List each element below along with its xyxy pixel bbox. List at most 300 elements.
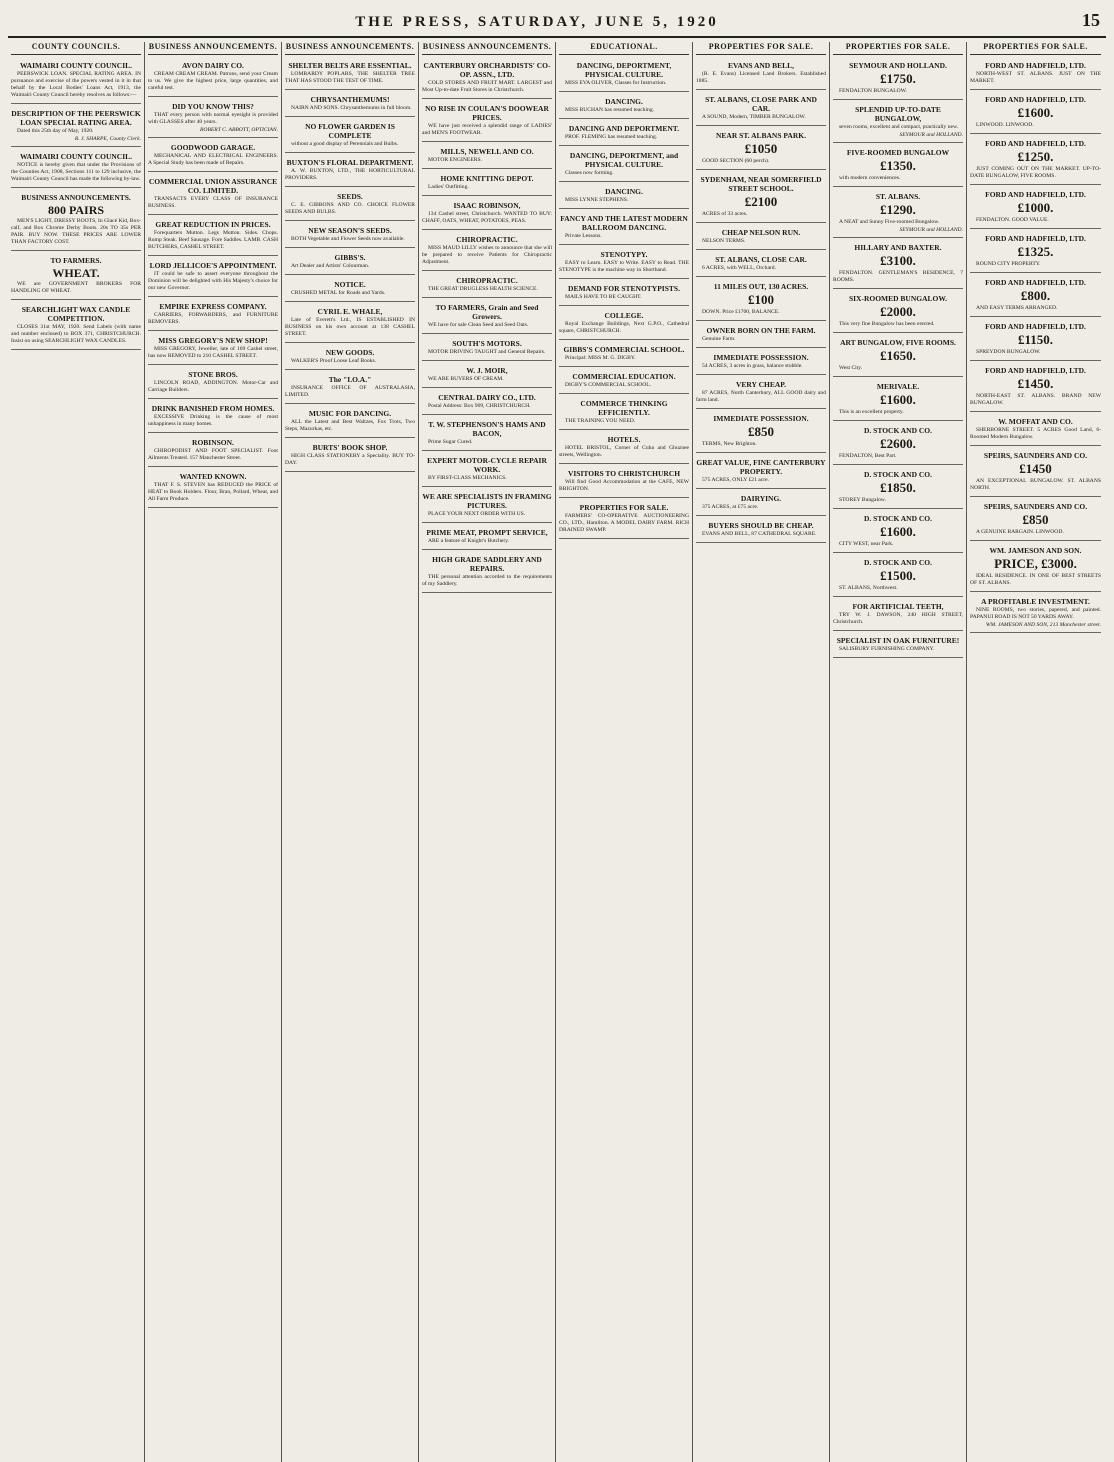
ad-body: (R. E. Evans) Licensed Land Brokers. Established 1885. [696, 71, 826, 84]
advertisement [148, 469, 278, 508]
ad-body: Ladies' Outfitting. [428, 184, 469, 190]
ad-body: DOWN. Price £1700, BALANCE. [702, 309, 780, 315]
advertisement [833, 335, 963, 377]
ad-headline: WM. JAMESON AND SON. [989, 546, 1082, 555]
ad-body: FENDALTON. GENTLEMAN'S RESIDENCE, 7 ROOMS. [833, 270, 963, 283]
ad-display-line: WHEAT. [52, 266, 100, 280]
ad-body: AN EXCEPTIONAL BUNGALOW. ST. ALBANS NORTH. [970, 478, 1101, 491]
column-3 [282, 42, 419, 1462]
ad-body: DIGBY'S COMMERCIAL SCHOOL. [565, 382, 652, 388]
advertisement [422, 171, 552, 196]
ad-headline: SPECIALIST IN OAK FURNITURE! [836, 636, 960, 645]
ad-price: £800. [1020, 288, 1051, 303]
ad-headline: SPEIRS, SAUNDERS AND CO. [983, 502, 1088, 511]
ad-body: A NEAT and Sunny Five-roomed Bungalow. [839, 219, 940, 225]
ad-body: West City. [839, 365, 863, 371]
advertisement [285, 223, 415, 248]
ad-headline: DESCRIPTION OF THE PEERSWICK LOAN SPECIAL RATING AREA. [11, 109, 141, 127]
advertisement [833, 240, 963, 289]
ad-body: FENDALTON BUNGALOW. [839, 88, 907, 94]
ad-headline: IMMEDIATE POSSESSION. [713, 353, 809, 362]
advertisement [833, 102, 963, 143]
advertisement [559, 211, 689, 245]
column-heading: BUSINESS ANNOUNCEMENTS. [422, 42, 552, 55]
ad-headline: FORD AND HADFIELD, LTD. [985, 95, 1086, 104]
ad-body: EXCESSIVE Drinking is the cause of most unhappiness in many homes. [148, 414, 278, 427]
column-1 [8, 42, 145, 1462]
ad-body: C. E. GIBBONS AND CO. CHOICE FLOWER SEEDS AND BULBS. [285, 202, 415, 215]
ad-body: 134 Cashel street, Christchurch. WANTED TO BUY: CHAFF, OATS, WHEAT, POTATOES, PEAS. [422, 211, 552, 224]
paper-title: THE PRESS, SATURDAY, JUNE 5, 1920 [355, 14, 719, 30]
ad-body: FARMERS' CO-OPERATIVE AUCTIONEERING CO., LTD., Hamilton. A MODEL DAIRY FARM. RICH DRAINED SWAMP. [559, 513, 689, 533]
ad-price: £1250. [1017, 149, 1054, 164]
advertisement [422, 300, 552, 334]
ad-body: NOTICE is hereby given that under the Provisions of the Counties Act, 1908, Sections 111 to 129 inclusive, the Waimairi County Council has made the following by-law. [11, 162, 141, 182]
ad-body: Genuine Farm. [702, 336, 736, 342]
advertisement [422, 144, 552, 169]
ad-headline: GREAT REDUCTION IN PRICES. [155, 220, 271, 229]
ad-headline: SEYMOUR AND HOLLAND. [849, 61, 947, 70]
ad-body: TRY W. J. DAWSON, 240 HIGH STREET, Christchurch. [833, 612, 963, 625]
advertisement [11, 58, 141, 104]
advertisement [422, 552, 552, 593]
advertisement [11, 253, 141, 300]
ad-price: PRICE, £3000. [994, 556, 1077, 571]
advertisement [833, 291, 963, 333]
ad-headline: NEW SEASON'S SEEDS. [308, 226, 392, 235]
ad-headline: ISAAC ROBINSON, [453, 201, 521, 210]
ad-body: THAT F. S. STEVEN has REDUCED the PRICE of HEAT to Book Holders. Flour, Bran, Pollard, Wheat, and All Farm Produce. [148, 482, 278, 502]
advertisement [285, 304, 415, 343]
ad-body: IDEAL RESIDENCE. IN ONE OF BEST STREETS OF ST. ALBANS. [970, 573, 1101, 586]
advertisement [696, 172, 826, 223]
ad-body: 6 ACRES, with WELL, Orchard. [702, 265, 777, 271]
ad-price: £1500. [880, 568, 916, 583]
ad-headline: DANCING, DEPORTMENT, PHYSICAL CULTURE. [576, 61, 672, 79]
ad-body: Postal Address: Box 909, CHRISTCHURCH. [428, 403, 531, 409]
ad-headline: BUYERS SHOULD BE CHEAP. [708, 521, 814, 530]
ad-headline: SYDENHAM, NEAR SOMERFIELD STREET SCHOOL. [700, 175, 822, 193]
advertisement [833, 58, 963, 100]
advertisement [970, 92, 1101, 134]
ad-body: MISS GREGORY, Jeweller, late of 169 Cashel street, has now REMOVED to 210 CASHEL STREET. [148, 346, 278, 359]
advertisement [285, 58, 415, 90]
ad-headline: BUSINESS ANNOUNCEMENTS. [21, 193, 131, 202]
ad-headline: EMPIRE EXPRESS COMPANY. [159, 302, 267, 311]
masthead [8, 10, 1106, 38]
ad-body: Royal Exchange Buildings, Next G.P.O., Cathedral square, CHRISTCHURCH. [559, 321, 689, 334]
ad-headline: FIVE-ROOMED BUNGALOW [846, 148, 950, 157]
ad-body: STOREY Bungalow. [839, 497, 886, 503]
ad-price: £1750. [880, 71, 916, 86]
ad-body: WE ARE BUYERS OF CREAM. [428, 376, 504, 382]
ad-body: FENDALTON, Best Part. [839, 453, 897, 459]
ad-headline: SOUTH'S MOTORS. [452, 339, 522, 348]
advertisement [422, 453, 552, 487]
advertisement [970, 543, 1101, 592]
ad-headline: NO FLOWER GARDEN IS COMPLETE [305, 122, 395, 140]
ad-headline: T. W. STEPHENSON'S HAMS AND BACON, [428, 420, 546, 438]
advertisement [696, 252, 826, 277]
ad-price: £1600. [880, 392, 916, 407]
ad-body: CREAM CREAM CREAM. Patrons, send your Cream to us. We give the highest price, large quantities, and careful test. [148, 71, 278, 91]
ad-price: £850 [748, 424, 774, 439]
ad-headline: VISITORS TO CHRISTCHURCH [567, 469, 681, 478]
ad-headline: AVON DAIRY CO. [182, 61, 244, 70]
ad-signature: SEYMOUR and HOLLAND. [899, 227, 963, 233]
ad-body: COLD STORES AND FRUIT MART. LARGEST and Most Up-to-date Fruit Stores in Christchurch. [422, 80, 552, 93]
advertisement [11, 190, 141, 251]
ad-price: £1150. [1017, 332, 1054, 347]
advertisement [285, 92, 415, 117]
ad-headline: DEMAND FOR STENOTYPISTS. [568, 284, 680, 293]
ad-body: Late of Everett's Ltd., IS ESTABLISHED IN BUSINESS on his own account at 138 CASHEL STREET. [285, 317, 415, 337]
advertisement [11, 106, 141, 147]
advertisement [970, 594, 1101, 633]
ad-body: Art Dealer and Artists' Colourman. [291, 263, 370, 269]
advertisement [833, 189, 963, 238]
ad-headline: MILLS, NEWELL AND CO. [440, 147, 534, 156]
ad-headline: COMMERCIAL UNION ASSURANCE CO. LIMITED. [148, 177, 278, 195]
advertisement [422, 489, 552, 523]
ad-price: £850 [1022, 512, 1049, 527]
ad-headline: CHIROPRACTIC. [456, 276, 518, 285]
advertisement [422, 101, 552, 142]
advertisement [559, 247, 689, 279]
ad-headline: 11 MILES OUT, 130 ACRES. [713, 282, 809, 291]
ad-headline: LORD JELLICOE'S APPOINTMENT. [149, 261, 277, 270]
ad-body: This is an excellent property. [839, 409, 904, 415]
ad-price: £3100. [880, 253, 916, 268]
advertisement [285, 250, 415, 275]
ad-headline: BURTS' BOOK SHOP. [312, 443, 388, 452]
advertisement [970, 231, 1101, 273]
ad-headline: D. STOCK AND CO. [864, 426, 932, 435]
ad-headline: CHEAP NELSON RUN. [721, 228, 801, 237]
column-7 [830, 42, 967, 1462]
ad-price: £1650. [880, 348, 916, 363]
ad-headline: WAIMAIRI COUNTY COUNCIL. [19, 61, 133, 70]
ad-headline: DANCING, DEPORTMENT, and PHYSICAL CULTURE. [569, 151, 679, 169]
ad-body: Will find Good Accommodation at the CAFE, NEW BRIGHTON. [559, 479, 689, 492]
column-heading: EDUCATIONAL. [559, 42, 689, 55]
ad-price: £100 [748, 292, 774, 307]
ad-headline: NEAR ST. ALBANS PARK. [716, 131, 806, 140]
advertisement [696, 455, 826, 489]
ad-body: ROUND CITY PROPERTY. [976, 261, 1041, 267]
ad-headline: HIGH GRADE SADDLERY AND REPAIRS. [432, 555, 542, 573]
ad-body: CARRIERS, FORWARDERS, and FURNITURE REMOVERS. [148, 312, 278, 325]
advertisement [559, 184, 689, 209]
ad-signature: ROBERT C. ABBOTT, OPTICIAN. [199, 127, 278, 133]
ad-headline: GREAT VALUE, FINE CANTERBURY PROPERTY. [696, 458, 826, 476]
advertisement [148, 174, 278, 215]
ad-price: £1450. [1017, 376, 1054, 391]
ad-price: £1000. [1017, 200, 1054, 215]
ad-body: NINE ROOMS, two stories, papered, and painted. PAPANUI ROAD IS NOT 50 YARDS AWAY. [970, 607, 1101, 620]
ad-headline: HOME KNITTING DEPOT. [440, 174, 534, 183]
advertisement [148, 401, 278, 433]
advertisement [696, 518, 826, 543]
columns [8, 42, 1106, 1462]
advertisement [285, 189, 415, 221]
advertisement [559, 342, 689, 367]
ad-price: £2600. [880, 436, 916, 451]
ad-body: SPREYDON BUNGALOW. [976, 349, 1041, 355]
ad-headline: SIX-ROOMED BUNGALOW. [848, 294, 948, 303]
ad-headline: SPEIRS, SAUNDERS AND CO. [983, 451, 1088, 460]
ad-headline: STONE BROS. [188, 370, 238, 379]
ad-body: WE have for sale Clean Seed and Seed Oats. [428, 322, 529, 328]
column-heading: PROPERTIES FOR SALE. [833, 42, 963, 55]
column-8 [967, 42, 1104, 1462]
ad-headline: DANCING. [605, 97, 643, 106]
ad-headline: TO FARMERS, Grain and Seed Growers. [435, 303, 539, 321]
ad-body: PROF. FLEMING has resumed teaching. [565, 134, 658, 140]
advertisement [833, 467, 963, 509]
advertisement [422, 363, 552, 388]
advertisement [833, 555, 963, 597]
advertisement [970, 187, 1101, 229]
ad-display-line: 800 PAIRS [47, 203, 105, 217]
ad-body: This very fine Bungalow has been erected. [839, 321, 935, 327]
advertisement [696, 92, 826, 126]
ad-body: ARE a feature of Knight's Butchery. [428, 538, 510, 544]
advertisement [422, 336, 552, 361]
ad-body: THE GREAT DRUGLESS HEALTH SCIENCE. [428, 286, 538, 292]
ad-body: IT could be safe to assert everyone throughout the Dominion will be delighted with His Majesty's choice for our new Governor. [148, 271, 278, 291]
column-6 [693, 42, 830, 1462]
advertisement [559, 121, 689, 146]
ad-body: HOTEL BRISTOL, Corner of Cuba and Ghuznee streets, Wellington. [559, 445, 689, 458]
ad-body: Private Lessons. [565, 233, 602, 239]
ad-headline: SEEDS. [337, 192, 363, 201]
ad-body: seven rooms, excellent and compact, practically new. [839, 124, 959, 130]
column-heading: PROPERTIES FOR SALE. [970, 42, 1101, 55]
ad-body: A GENUINE BARGAIN. LINWOOD. [976, 529, 1064, 535]
ad-headline: OWNER BORN ON THE FARM. [706, 326, 816, 335]
advertisement [833, 633, 963, 658]
advertisement [559, 432, 689, 464]
ad-headline: HOTELS. [607, 435, 641, 444]
advertisement [970, 363, 1101, 412]
advertisement [285, 345, 415, 370]
ad-body: MOTOR DRIVING TAUGHT and General Repairs. [428, 349, 546, 355]
ad-body: with modern conveniences. [839, 175, 901, 181]
advertisement [833, 145, 963, 187]
ad-body: ST. ALBANS, Northwest. [839, 585, 898, 591]
ad-headline: HILLARY AND BAXTER. [854, 243, 942, 252]
ad-headline: NEW GOODS. [325, 348, 375, 357]
ad-body: NORTH-EAST ST. ALBANS. BRAND NEW BUNGALOW. [970, 393, 1101, 406]
advertisement [696, 58, 826, 90]
ad-price: £1350. [880, 158, 916, 173]
ad-body: WALKER'S Proof Loose Leaf Books. [291, 358, 377, 364]
ad-body: INSURANCE OFFICE OF AUSTRALASIA, LIMITED. [285, 385, 415, 398]
ad-body: Prime Sugar Cured. [428, 439, 473, 445]
ad-body: WE are GOVERNMENT BROKERS FOR HANDLING OF WHEAT. [11, 281, 141, 294]
ad-body: 54 ACRES, 3 acres in grass, balance stubble. [702, 363, 803, 369]
advertisement [148, 217, 278, 256]
ad-price: £1325. [1017, 244, 1054, 259]
ad-headline: CYRIL E. WHALE, [317, 307, 383, 316]
ad-headline: GOODWOOD GARAGE. [170, 143, 256, 152]
advertisement [970, 58, 1101, 90]
ad-body: MISS EVA OLIVER, Classes for Instruction. [565, 80, 667, 86]
ad-headline: GIBBS'S. [334, 253, 366, 262]
ad-body: Principal: MISS M. G. DIGBY. [565, 355, 636, 361]
ad-headline: DRINK BANISHED FROM HOMES. [151, 404, 275, 413]
ad-headline: MISS GREGORY'S NEW SHOP! [158, 336, 268, 345]
ad-body: BOTH Vegetable and Flower Seeds now available. [291, 236, 405, 242]
ad-headline: GIBBS'S COMMERCIAL SCHOOL. [563, 345, 685, 354]
advertisement [148, 367, 278, 399]
ad-headline: EVANS AND BELL, [728, 61, 794, 70]
ad-body: MISS BUCHAN has resumed teaching. [565, 107, 655, 113]
ad-headline: FORD AND HADFIELD, LTD. [985, 139, 1086, 148]
ad-body: THE TRAINING YOU NEED. [565, 418, 636, 424]
ad-body: THE personal attention accorded to the requirements of my Saddlery. [422, 574, 552, 587]
ad-body: 87 ACRES, North Canterbury, ALL GOOD dairy and farm land. [696, 390, 826, 403]
advertisement [148, 140, 278, 172]
ad-body: HIGH CLASS STATIONERY a Speciality. BUY TO-DAY. [285, 453, 415, 466]
advertisement [970, 499, 1101, 541]
advertisement [11, 149, 141, 188]
advertisement [422, 417, 552, 451]
ad-body: A SOUND, Modern, TIMBER BUNGALOW. [702, 114, 806, 120]
ad-body: BY FIRST-CLASS MECHANICS. [428, 475, 507, 481]
ad-body: MISS MAUD LILLY wishes to announce that she will be prepared to receive Patients for Chiropractic Adjustment. [422, 245, 552, 265]
ad-headline: ST. ALBANS, CLOSE CAR. [715, 255, 807, 264]
ad-body: ALL the Latest and Best Waltzes, Fox Trots, Two Steps, Mazurkas, etc. [285, 419, 415, 432]
ad-body: LOMBARDY POPLARS, THE SHELTER TREE THAT HAS STOOD THE TEST OF TIME. [285, 71, 415, 84]
ad-headline: WANTED KNOWN. [179, 472, 247, 481]
ad-headline: A PROFITABLE INVESTMENT. [981, 597, 1090, 606]
ad-headline: DANCING AND DEPORTMENT. [568, 124, 680, 133]
ad-headline: ST. ALBANS. [875, 192, 921, 201]
ad-headline: ST. ALBANS, CLOSE PARK AND CAR. [705, 95, 817, 113]
ad-body: CLOSES 31st MAY, 1920. Send Labels (with name and number enclosed) to BOX 371, CHRISTCHURCH. Insist on using SEARCHLIGHT WAX CANDLES. [11, 324, 141, 344]
advertisement [696, 279, 826, 321]
advertisement [559, 466, 689, 498]
ad-headline: COMMERCIAL EDUCATION. [572, 372, 676, 381]
advertisement [148, 58, 278, 97]
ad-headline: SPLENDID UP-TO-DATE BUNGALOW, [855, 105, 941, 123]
ad-body: EVANS AND BELL, 87 CATHEDRAL SQUARE. [702, 531, 817, 537]
ad-headline: SHELTER BELTS ARE ESSENTIAL. [288, 61, 412, 70]
ad-headline: FOR ARTIFICIAL TEETH, [852, 602, 944, 611]
ad-body: NELSON TERMS. [702, 238, 746, 244]
ad-price: £1290. [880, 202, 916, 217]
advertisement [285, 406, 415, 438]
ad-headline: SEARCHLIGHT WAX CANDLE COMPETITION. [21, 305, 131, 323]
ad-body: JUST COMING OUT ON THE MARKET. UP-TO-DATE BUNGALOW, FIVE ROOMS. [970, 166, 1101, 179]
ad-headline: BUXTON'S FLORAL DEPARTMENT. [286, 158, 414, 167]
column-5 [556, 42, 693, 1462]
ad-headline: NO RISE IN COULAN'S DOOWEAR PRICES. [425, 104, 549, 122]
ad-headline: D. STOCK AND CO. [864, 558, 932, 567]
ad-headline: FORD AND HADFIELD, LTD. [985, 278, 1086, 287]
ad-headline: FORD AND HADFIELD, LTD. [985, 190, 1086, 199]
ad-headline: WE ARE SPECIALISTS IN FRAMING PICTURES. [422, 492, 552, 510]
advertisement [696, 128, 826, 170]
ad-body: EASY to Learn. EASY to Write. EASY to Read. THE STENOTYPE is the machine way in Shorthand. [559, 260, 689, 273]
ad-body: Classes now forming. [565, 170, 614, 176]
advertisement [285, 372, 415, 404]
advertisement [833, 599, 963, 631]
advertisement [970, 414, 1101, 446]
ad-body: GOOD SECTION (60 perch). [702, 158, 770, 164]
ad-headline: DANCING. [605, 187, 643, 196]
ad-headline: W. MOFFAT AND CO. [998, 417, 1073, 426]
ad-body: CHIROPODIST AND FOOT SPECIALIST. Foot Ailments Treated. 157 Manchester Street. [148, 448, 278, 461]
ad-body: CRUSHED METAL for Roads and Yards. [291, 290, 386, 296]
ad-body: PEERSWICK LOAN. SPECIAL RATING AREA. IN pursuance and exercise of the powers vested in it in that behalf by the Local Bodies' Loans Act, 1913, the Waimairi County Council hereby resolves as follows:— [11, 71, 141, 98]
advertisement [970, 275, 1101, 317]
ad-headline: ROBINSON. [192, 438, 234, 447]
ad-headline: PRIME MEAT, PROMPT SERVICE, [426, 528, 548, 537]
ad-body: MOTOR ENGINEERS. [428, 157, 482, 163]
advertisement [696, 323, 826, 348]
ad-body: Dated this 25th day of May, 1920. [17, 128, 94, 134]
ad-body: Forequarters Mutton. Legs Mutton. Sides. Chops. Rump Steak. Beef Sausage. Fore Saddles. LAMB. CASH BUTCHERS, CASHEL STREET. [148, 230, 278, 250]
column-2 [145, 42, 282, 1462]
ad-headline: D. STOCK AND CO. [864, 514, 932, 523]
ad-body: SHERBORNE STREET. 5 ACRES Good Land, 6-Roomed Modern Bungalow. [970, 427, 1101, 440]
advertisement [970, 448, 1101, 497]
ad-headline: FANCY AND THE LATEST MODERN BALLROOM DANCING. [560, 214, 688, 232]
advertisement [285, 155, 415, 187]
ad-headline: STENOTYPY. [600, 250, 648, 259]
ad-body: NORTH-WEST ST. ALBANS. JUST ON THE MARKET. [970, 71, 1101, 84]
ad-price: £1600. [880, 524, 916, 539]
ad-body: MAILS HAVE TO BE CAUGHT. [565, 294, 642, 300]
ad-price: £2100 [744, 194, 778, 209]
advertisement [148, 435, 278, 467]
ad-body: MECHANICAL AND ELECTRICAL ENGINEERS. A Special Study has been made of Repairs. [148, 153, 278, 166]
ad-body: TRANSACTS EVERY CLASS OF INSURANCE BUSINESS. [148, 196, 278, 209]
ad-headline: IMMEDIATE POSSESSION. [713, 414, 809, 423]
advertisement [285, 277, 415, 302]
ad-body: SALISBURY FURNISHING COMPANY. [839, 646, 935, 652]
advertisement [696, 491, 826, 516]
ad-headline: COMMERCE THINKING EFFICIENTLY. [580, 399, 668, 417]
ad-headline: MUSIC FOR DANCING. [308, 409, 392, 418]
ad-headline: CANTERBURY ORCHARDISTS' CO-OP. ASSN., LTD. [423, 61, 551, 79]
advertisement [148, 299, 278, 331]
ad-headline: CHIROPRACTIC. [456, 235, 518, 244]
column-heading: BUSINESS ANNOUNCEMENTS. [148, 42, 278, 55]
advertisement [148, 333, 278, 365]
ad-headline: WAIMAIRI COUNTY COUNCIL. [19, 152, 133, 161]
advertisement [559, 500, 689, 539]
advertisement [696, 377, 826, 409]
advertisement [422, 58, 552, 99]
advertisement [148, 99, 278, 138]
advertisement [559, 308, 689, 340]
advertisement [833, 379, 963, 421]
advertisement [833, 511, 963, 553]
column-heading: BUSINESS ANNOUNCEMENTS. [285, 42, 415, 55]
ad-signature: WM. JAMESON AND SON, 213 Manchester street. [985, 622, 1101, 628]
ad-headline: CENTRAL DAIRY CO., LTD. [438, 393, 536, 402]
ad-price: £1050 [744, 141, 778, 156]
column-heading: COUNTY COUNCILS. [11, 42, 141, 55]
advertisement [696, 411, 826, 453]
advertisement [970, 319, 1101, 361]
ad-signature: R. J. SHARPE, County Clerk. [74, 136, 141, 142]
ad-headline: D. STOCK AND CO. [864, 470, 932, 479]
